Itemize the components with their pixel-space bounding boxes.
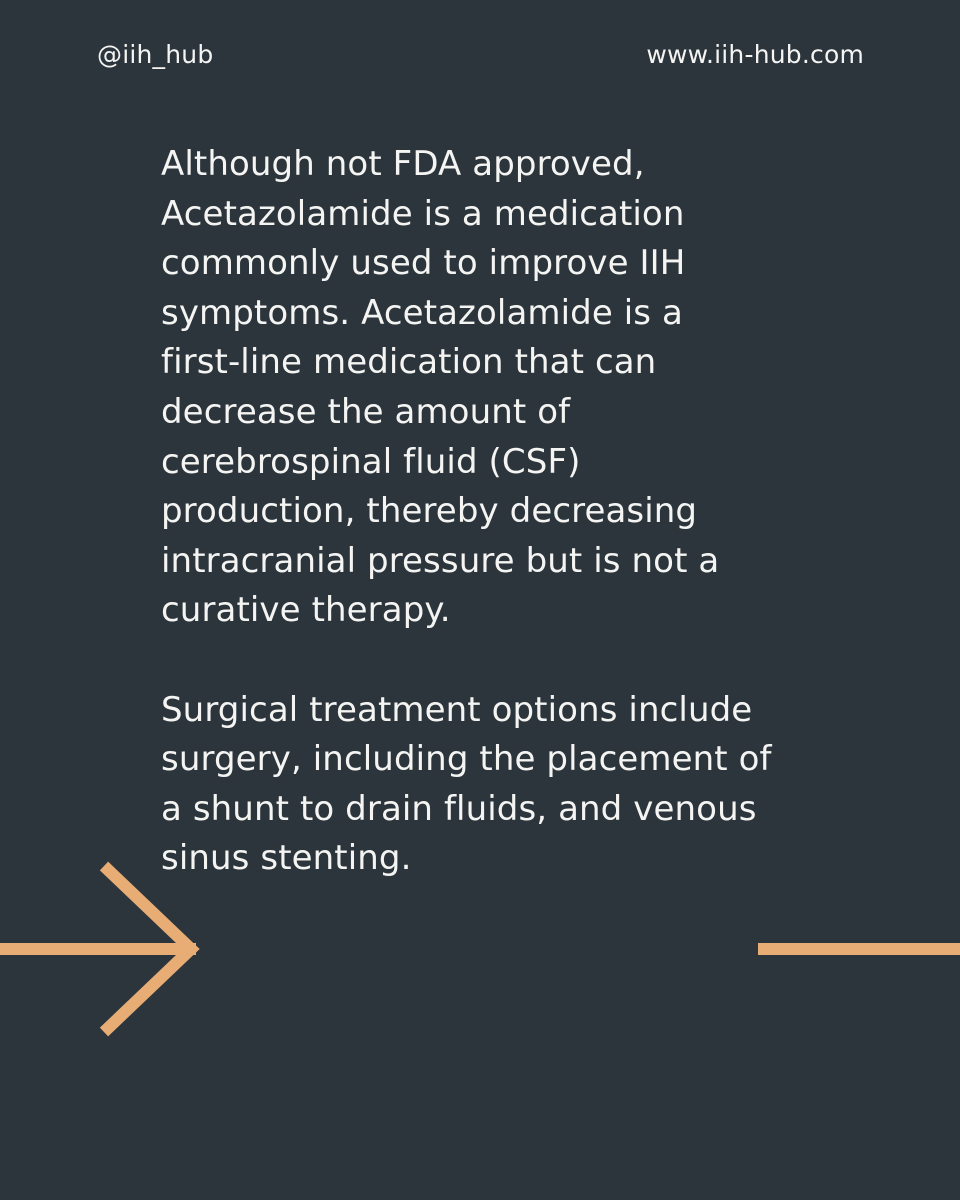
paragraph-surgery: Surgical treatment options include surgery, including the placement of a shunt to drain fluids, and venous sinus stenting.: [161, 689, 772, 879]
website-url: www.iih-hub.com: [646, 40, 864, 69]
social-handle: @iih_hub: [97, 40, 214, 69]
paragraph-medication: Although not FDA approved, Acetazolamide is a medication commonly used to improve IIH symptoms. Acetazolamide is a first-line medication that can decrease the amount of cerebrospinal fluid (CSF) production, thereby decreasing intracranial pressure but is not a curative therapy.: [161, 144, 720, 631]
arrow-right-icon: [0, 866, 196, 1032]
